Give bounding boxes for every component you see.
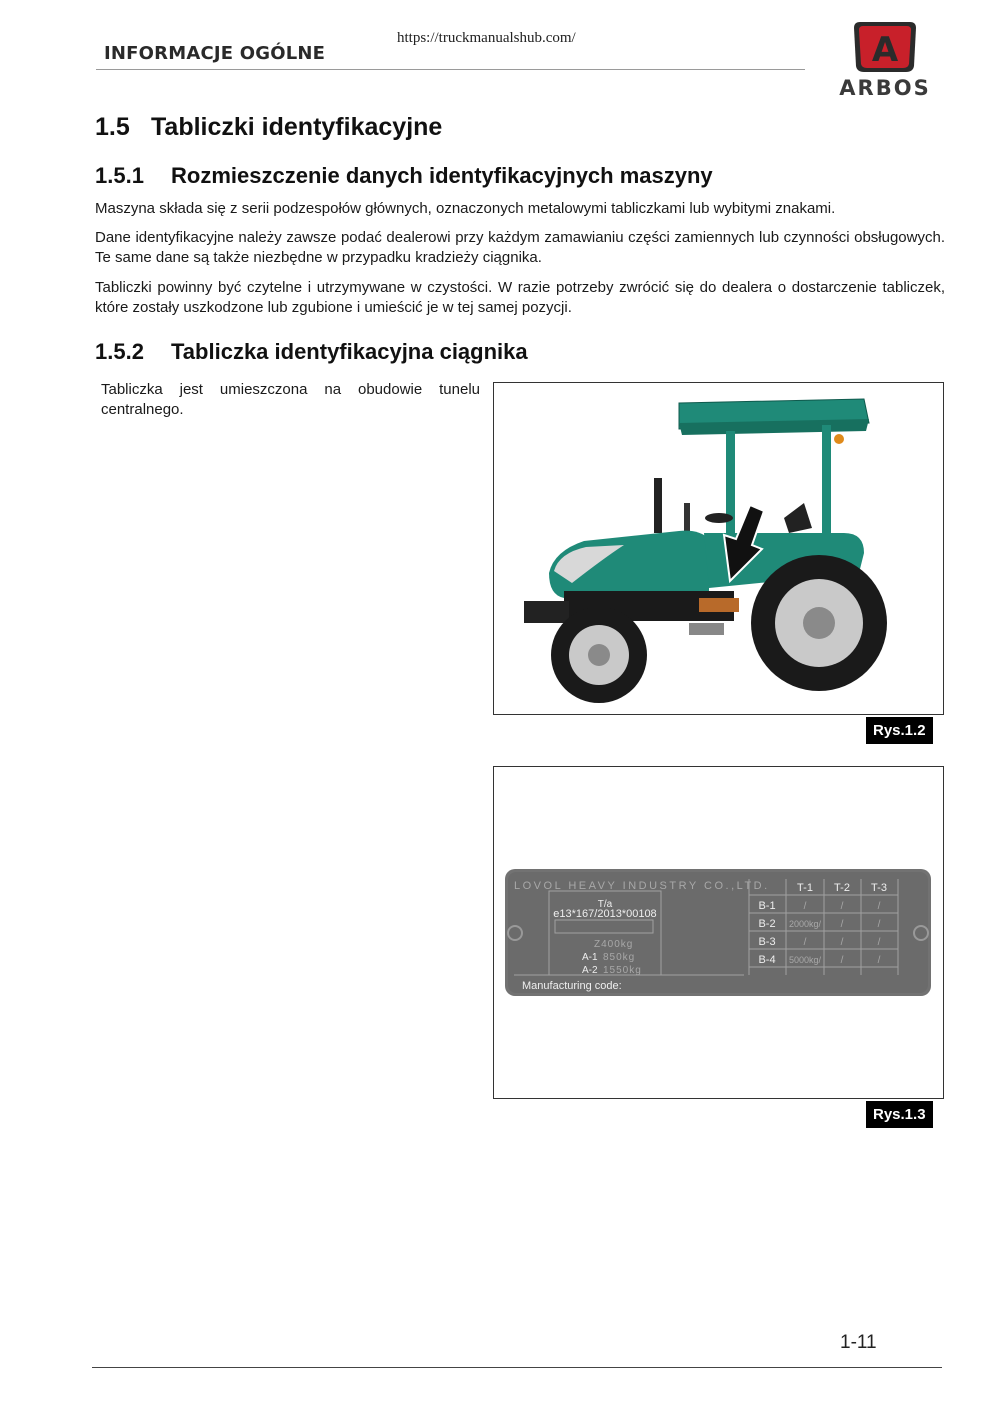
plate-manufacturer: LOVOL HEAVY INDUSTRY CO.,LTD.	[514, 880, 770, 892]
plate-cell: /	[840, 919, 844, 930]
plate-cell: /	[840, 937, 844, 948]
section-title: Tabliczki identyfikacyjne	[151, 113, 443, 141]
paragraph: Dane identyfikacyjne należy zawsze podać dealerowi przy każdym zamawianiu części zamiennych lub czynności obsługowych. Te same dane są także niezbędne w przypadku kradzieży ciągnika.	[95, 229, 945, 266]
plate-total-mass: Z400kg	[594, 939, 634, 950]
figure-caption: Rys.1.2	[866, 717, 933, 744]
logo-letter: A	[871, 30, 899, 70]
section-title: Rozmieszczenie danych identyfikacyjnych maszyny	[171, 163, 713, 188]
plate-row-label: B-2	[758, 918, 776, 930]
section-header: INFORMACJE OGÓLNE	[104, 43, 326, 64]
header-divider	[96, 69, 805, 70]
section-1-5-heading	[95, 113, 442, 142]
plate-cell: /	[803, 937, 807, 948]
tractor-illustration	[494, 383, 943, 714]
section-title: Tabliczka identyfikacyjna ciągnika	[171, 339, 528, 364]
plate-cell: 2000kg/	[788, 919, 822, 929]
section-number: 1.5	[95, 113, 130, 141]
figure-caption: Rys.1.3	[866, 1101, 933, 1128]
plate-axle-value: 1550kg	[603, 965, 642, 976]
plate-cell: /	[840, 955, 844, 966]
section-number: 1.5.2	[95, 339, 144, 364]
plate-col-header: T-2	[834, 882, 850, 894]
section-number: 1.5.1	[95, 163, 144, 188]
logo-wordmark: ARBOS	[839, 76, 931, 100]
paragraph: Tabliczki powinny być czytelne i utrzymywane w czystości. W razie potrzeby zwrócić się do dealera o dostarczenie tabliczek, które zostały uszkodzone lub zgubione i umieścić je w tej samej pozycji.	[95, 279, 945, 316]
logo-emblem-icon	[830, 18, 940, 78]
paragraph: Tabliczka jest umieszczona na obudowie tunelu centralnego.	[101, 381, 480, 418]
plate-row-label: B-4	[758, 954, 776, 966]
plate-cell: /	[877, 901, 881, 912]
plate-cell: /	[803, 901, 807, 912]
plate-col-header: T-1	[797, 882, 813, 894]
plate-approval-number: e13*167/2013*00108	[553, 908, 657, 920]
plate-cell: /	[877, 919, 881, 930]
plate-cell: /	[877, 937, 881, 948]
plate-axle-label: A-2	[582, 965, 598, 976]
section-1-5-2-heading	[95, 339, 528, 365]
plate-axle-value: 850kg	[603, 952, 636, 963]
footer-divider	[92, 1367, 942, 1368]
section-1-5-1-heading	[95, 163, 713, 189]
plate-cell: /	[877, 955, 881, 966]
plate-type-label: T/a	[597, 899, 613, 910]
plate-figure	[493, 766, 944, 1099]
plate-cell: 5000kg/	[788, 955, 822, 965]
source-url: https://truckmanualshub.com/	[397, 30, 576, 46]
identification-plate	[494, 767, 943, 1098]
plate-axle-label: A-1	[582, 952, 598, 963]
arbos-logo	[830, 18, 940, 100]
plate-manufacturing-code-label: Manufacturing code:	[522, 980, 622, 992]
plate-row-label: B-1	[758, 900, 776, 912]
plate-col-header: T-3	[871, 882, 887, 894]
tractor-figure	[493, 382, 944, 715]
paragraph: Maszyna składa się z serii podzespołów głównych, oznaczonych metalowymi tabliczkami lub wybitymi znakami.	[95, 200, 836, 217]
plate-cell: /	[840, 901, 844, 912]
page-number: 1-11	[840, 1332, 877, 1353]
plate-row-label: B-3	[758, 936, 776, 948]
